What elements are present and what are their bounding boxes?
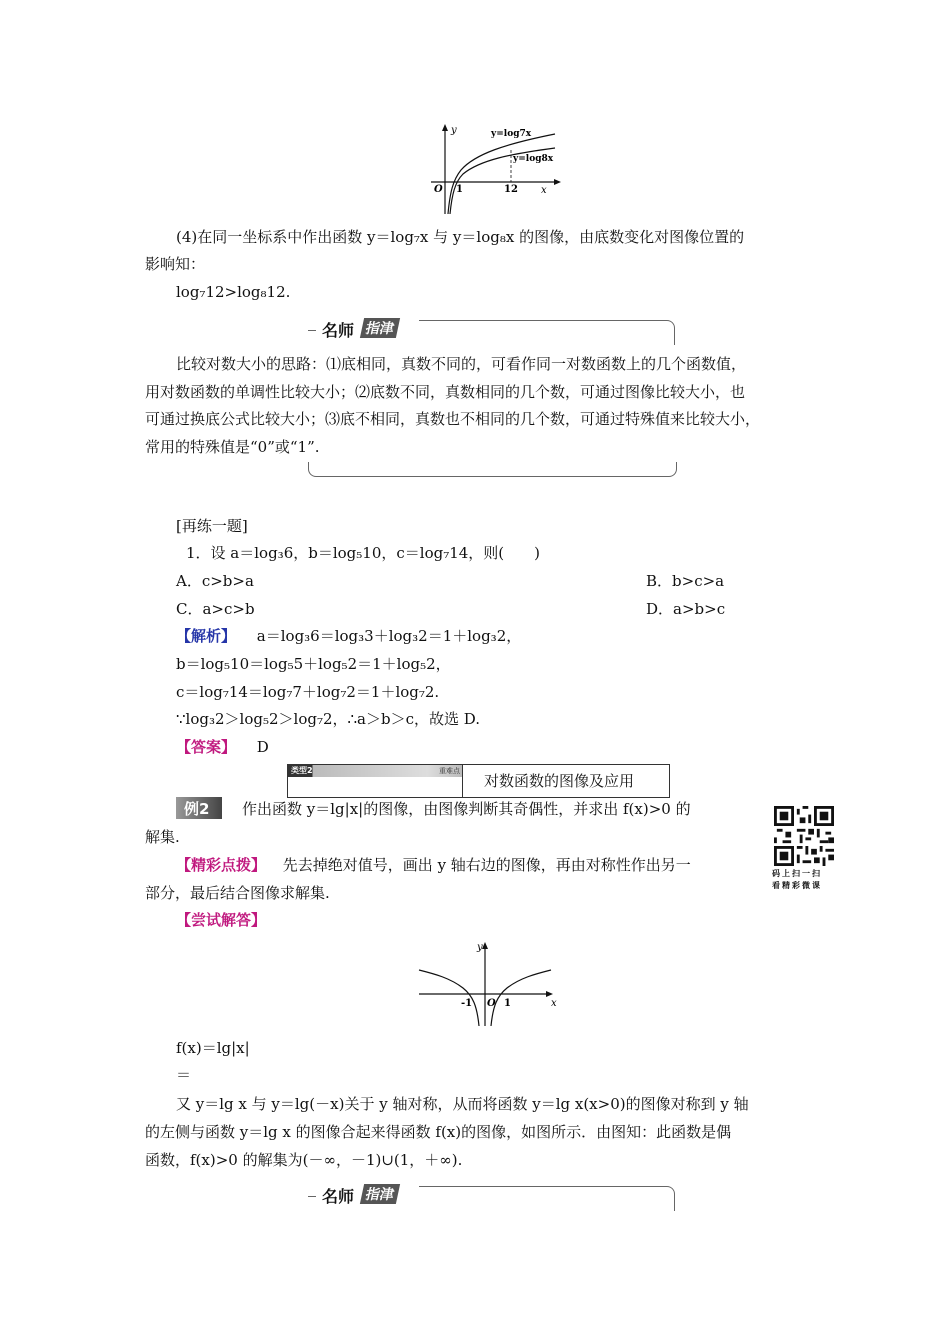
example2-line-1: 作出函数 y＝lg|x|的图像，由图像判断其奇偶性，并求出 f(x)>0 的: [242, 800, 691, 818]
try-label: [176, 909, 266, 931]
tips1-line-1: 比较对数大小的思路：⑴底相同，真数不同的，可看作同一对数函数上的几个函数值，: [176, 355, 747, 373]
graph1-tick-1: 1: [456, 184, 463, 195]
tips2-left-line: [308, 1196, 316, 1197]
graph1-curve-log8: y=log8x: [513, 154, 554, 164]
hint-line-2: 部分，最后结合图像求解集.: [145, 884, 330, 902]
part4-line3: log₇12>log₈12.: [176, 283, 291, 301]
graph2-x-label: x: [551, 998, 557, 1009]
jiexi-row-1: [176, 625, 521, 647]
type2-banner: [287, 764, 670, 798]
type2-tag: 类型2: [291, 766, 313, 775]
example2-badge: [176, 797, 222, 819]
part4-line2: 影响知：: [145, 255, 206, 273]
solution-line-4: 的左侧与函数 y＝lg x 的图像合起来得函数 f(x)的图像，如图所示．由图知：此函数是偶: [145, 1123, 732, 1141]
tips1-line-4: 常用的特殊值是“0”或“1”.: [145, 438, 320, 456]
graph-lg-abs-x: [415, 938, 565, 1028]
graph2-origin: O: [487, 998, 496, 1009]
type2-tag-bar: [288, 765, 462, 777]
jiexi-label: 【解析】: [176, 627, 237, 645]
tips2-badge-b: 指津: [360, 1184, 400, 1204]
graph1-y-label: y: [451, 125, 457, 136]
solution-line-1: f(x)＝lg|x|: [176, 1039, 250, 1057]
tips1-line-3: 可通过换底公式比较大小；⑶底不相同，真数也不相同的几个数，可通过特殊值来比较大小，: [145, 410, 761, 428]
part4-line1: (4)在同一坐标系中作出函数 y＝log₇x 与 y＝log₈x 的图像，由底数变化对图像位置的: [176, 228, 745, 246]
type2-divider: [462, 765, 463, 797]
jiexi-line-1: a＝log₃6＝log₃3＋log₃2＝1＋log₃2，: [256, 627, 522, 645]
option-c: C．a>c>b: [176, 600, 255, 618]
jiexi-line-2: b＝log₅10＝log₅5＋log₅2＝1＋log₅2，: [176, 655, 451, 673]
tips2-top-border: [419, 1186, 675, 1211]
practice-question: 1．设 a＝log₃6，b＝log₅10，c＝log₇14，则( ): [186, 544, 541, 562]
example2-badge-text: 例2: [184, 800, 210, 818]
jiexi-line-4: ∵log₃2＞log₅2＞log₇2，∴a＞b＞c，故选 D.: [176, 710, 481, 728]
type2-tag-right: 重难点: [439, 767, 460, 775]
qr-code-icon[interactable]: [774, 806, 834, 866]
option-a: A．c>b>a: [176, 572, 254, 590]
tips1-badge-a: 名师: [322, 321, 355, 340]
answer-label: 【答案】: [176, 738, 237, 756]
graph1-x-label: x: [541, 185, 547, 196]
hint-line-1: 先去掉绝对值号，画出 y 轴右边的图像，再由对称性作出另一: [282, 856, 691, 874]
solution-line-5: 函数，f(x)>0 的解集为(－∞，－1)∪(1，＋∞).: [145, 1151, 463, 1169]
solution-line-2: ＝: [176, 1066, 192, 1084]
graph2-tick-neg1: -1: [461, 998, 473, 1009]
graph2-tick-pos1: 1: [504, 998, 511, 1009]
tips2-badge: [318, 1182, 418, 1206]
try-label-text: 【尝试解答】: [176, 911, 267, 929]
graph2-y-label: y: [477, 942, 483, 953]
hint-label: 【精彩点拨】: [176, 856, 267, 874]
answer-row: [176, 736, 269, 758]
tips1-badge: [318, 316, 418, 340]
answer-value: D: [256, 738, 269, 756]
jiexi-line-3: c＝log₇14＝log₇7＋log₇2＝1＋log₇2.: [176, 683, 440, 701]
option-d: D．a>b>c: [646, 600, 726, 618]
qr-caption-1: 码上扫一扫: [772, 869, 822, 878]
qr-caption-2: 看精彩微课: [772, 881, 822, 890]
graph1-origin: O: [434, 184, 443, 195]
tips1-bottom-border: [308, 462, 677, 477]
tips1-line-2: 用对数函数的单调性比较大小；⑵底数不同，真数相同的几个数，可通过图像比较大小，也: [145, 383, 746, 401]
graph-log7-log8: [425, 122, 565, 217]
graph1-tick-12: 12: [504, 184, 518, 195]
type2-title: 对数函数的图像及应用: [484, 772, 635, 790]
solution-line-3: 又 y＝lg x 与 y＝lg(－x)关于 y 轴对称，从而将函数 y＝lg x(x>0)的图像对称到 y 轴: [176, 1095, 749, 1113]
option-b: B．b>c>a: [646, 572, 725, 590]
tips1-badge-b: 指津: [360, 318, 400, 338]
graph1-curve-log7: y=log7x: [491, 129, 532, 139]
example2-line-2: 解集.: [145, 828, 180, 846]
hint-row-1: [176, 854, 691, 876]
tips2-badge-a: 名师: [322, 1187, 355, 1206]
tips1-top-border: [419, 320, 675, 345]
practice-heading: [再练一题]: [176, 517, 248, 535]
tips1-left-line: [308, 330, 316, 331]
